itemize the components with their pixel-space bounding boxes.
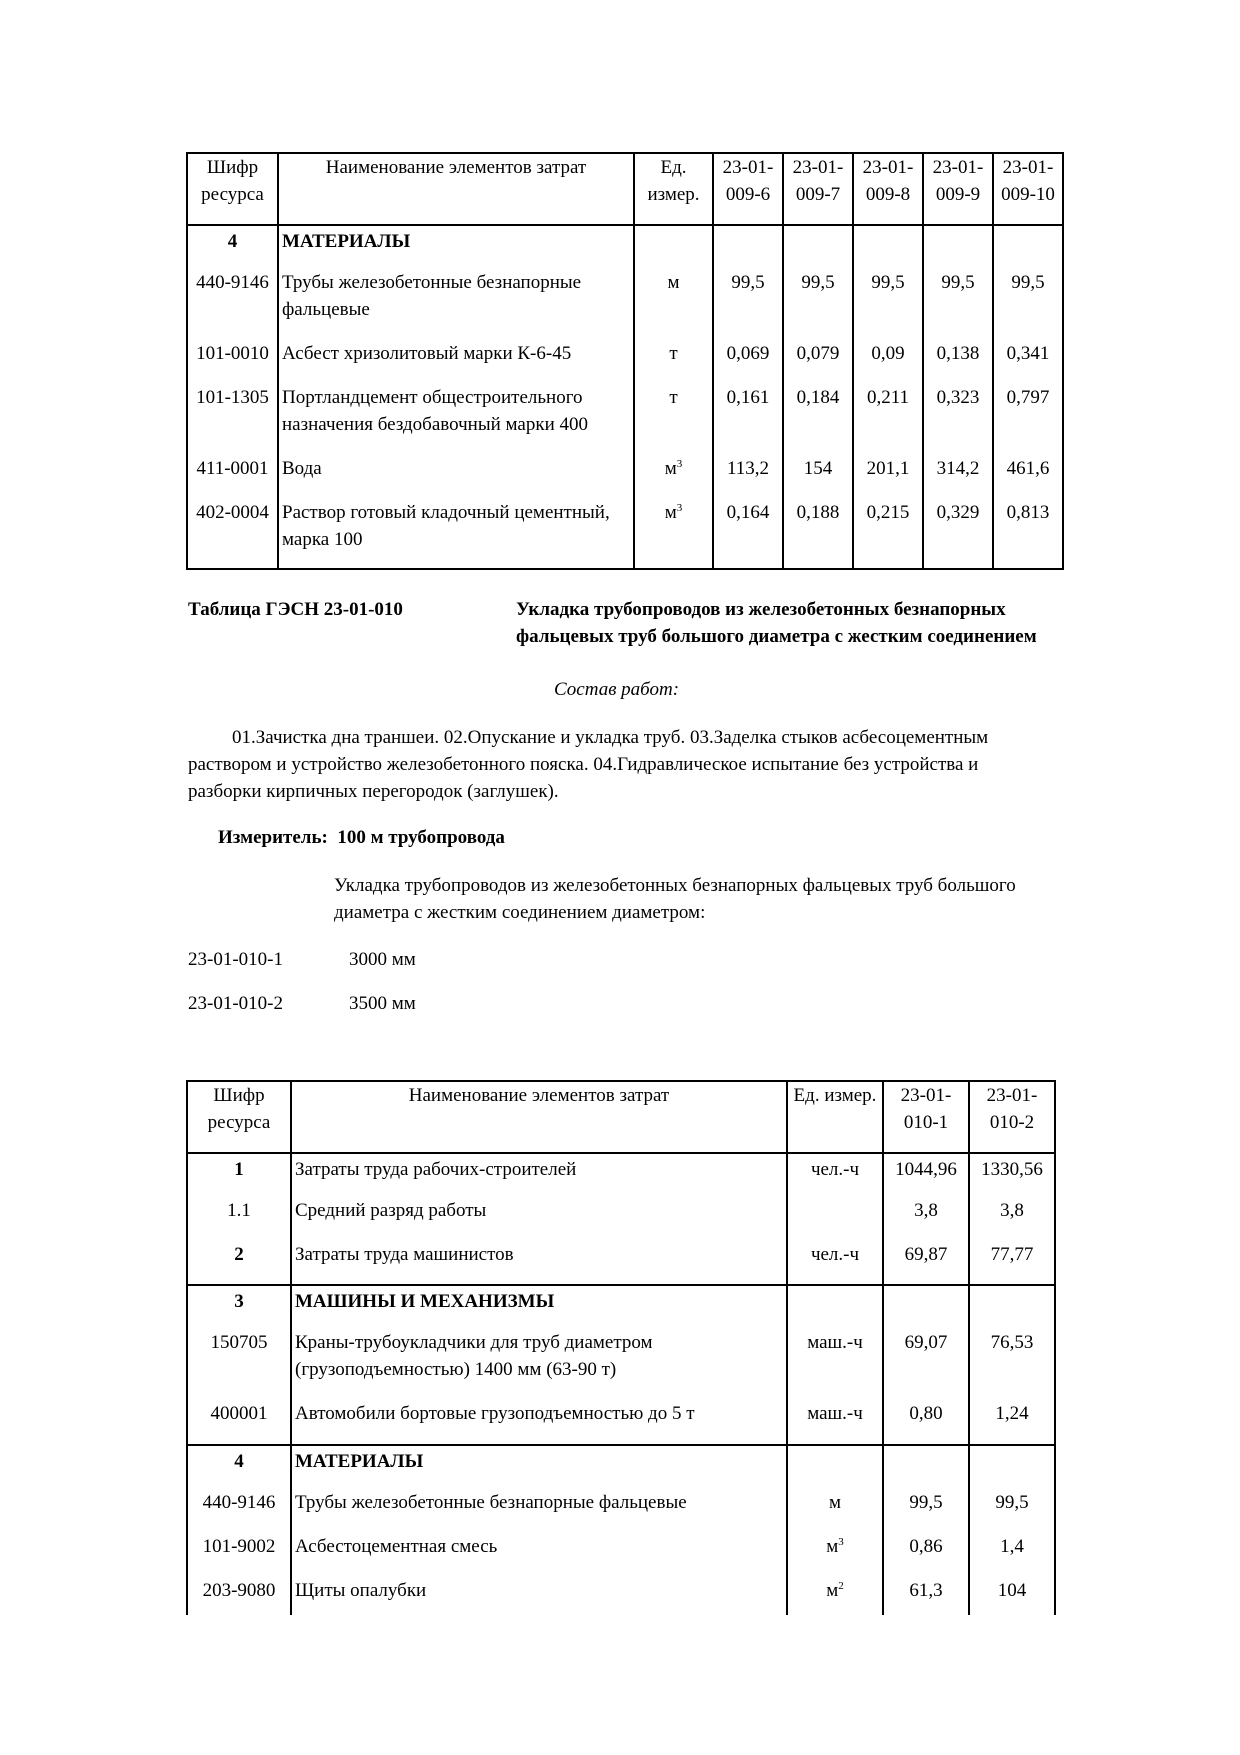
section-code: 3 [187, 1285, 291, 1329]
row-code: 101-0010 [187, 340, 278, 384]
section-code: 4 [187, 225, 278, 269]
row-name: Трубы железобетонные безнапорные фальцевые [291, 1489, 787, 1533]
row-value: 99,5 [923, 269, 993, 340]
variant-value: 3500 мм [349, 993, 416, 1014]
row-value: 1,4 [969, 1533, 1055, 1577]
row-value: 104 [969, 1577, 1055, 1615]
row-value: 113,2 [713, 455, 783, 499]
section-name: МАТЕРИАЛЫ [291, 1445, 787, 1489]
row-name: Раствор готовый кладочный цементный, марка 100 [278, 499, 634, 569]
row-value: 99,5 [853, 269, 923, 340]
header-col: 23-01-009-10 [993, 153, 1063, 225]
row-value: 99,5 [883, 1489, 969, 1533]
row-value: 0,188 [783, 499, 853, 569]
table-row [187, 1197, 1055, 1241]
row-value: 1330,56 [969, 1153, 1055, 1197]
row-name: Вода [278, 455, 634, 499]
table-title: Укладка трубопроводов из железобетонных безнапорных фальцевых труб большого диаметра с жестким соединением [516, 599, 1037, 647]
row-value: 0,80 [883, 1400, 969, 1445]
header-col: 23-01-009-7 [783, 153, 853, 225]
table-header-row [187, 153, 1063, 225]
meter-label: Измеритель: [218, 827, 328, 848]
row-unit: чел.-ч [787, 1153, 883, 1197]
section-row [187, 1445, 1055, 1489]
description: Укладка трубопроводов из железобетонных безнапорных фальцевых труб большого диаметра с жестким соединением диаметром: [334, 875, 1016, 923]
row-code: 400001 [187, 1400, 291, 1445]
row-code: 411-0001 [187, 455, 278, 499]
row-value: 0,164 [713, 499, 783, 569]
row-name: Щиты опалубки [291, 1577, 787, 1615]
table-row [187, 1400, 1055, 1445]
row-value: 69,07 [883, 1329, 969, 1400]
row-value: 69,87 [883, 1241, 969, 1285]
header-name: Наименование элементов затрат [291, 1081, 787, 1153]
row-value: 0,184 [783, 384, 853, 455]
row-name: Асбест хризолитовый марки К-6-45 [278, 340, 634, 384]
row-code: 150705 [187, 1329, 291, 1400]
row-value: 0,215 [853, 499, 923, 569]
row-unit: м [787, 1489, 883, 1533]
header-col: 23-01-010-2 [969, 1081, 1055, 1153]
row-value: 1044,96 [883, 1153, 969, 1197]
row-code: 1 [187, 1153, 291, 1197]
row-value: 461,6 [993, 455, 1063, 499]
header-name: Наименование элементов затрат [278, 153, 634, 225]
row-unit: маш.-ч [787, 1329, 883, 1400]
row-unit: $м^3$ [634, 499, 713, 569]
row-name: Средний разряд работы [291, 1197, 787, 1241]
table-label: Таблица ГЭСН 23-01-010 [188, 599, 403, 620]
row-value: 61,3 [883, 1577, 969, 1615]
row-value: 0,323 [923, 384, 993, 455]
row-value: 99,5 [783, 269, 853, 340]
table-1 [186, 152, 1064, 570]
row-value: 0,797 [993, 384, 1063, 455]
header-col: 23-01-010-1 [883, 1081, 969, 1153]
row-unit: маш.-ч [787, 1400, 883, 1445]
table-row [187, 499, 1063, 569]
table-row [187, 1489, 1055, 1533]
row-unit: т [634, 340, 713, 384]
variant-code: 23-01-010-2 [188, 993, 283, 1014]
row-value: 201,1 [853, 455, 923, 499]
row-name: Трубы железобетонные безнапорные фальцевые [278, 269, 634, 340]
table-row [187, 1153, 1055, 1197]
table-row [187, 1577, 1055, 1615]
row-value: 0,09 [853, 340, 923, 384]
header-col: 23-01-009-6 [713, 153, 783, 225]
header-col: 23-01-009-9 [923, 153, 993, 225]
row-name: Портландцемент общестроительного назначения бездобавочный марки 400 [278, 384, 634, 455]
row-code: 2 [187, 1241, 291, 1285]
row-value: 1,24 [969, 1400, 1055, 1445]
row-name: Асбестоцементная смесь [291, 1533, 787, 1577]
row-value: 99,5 [969, 1489, 1055, 1533]
row-code: 101-1305 [187, 384, 278, 455]
row-value: 0,161 [713, 384, 783, 455]
table-row [187, 1533, 1055, 1577]
row-unit: $м^3$ [787, 1533, 883, 1577]
table-row [187, 455, 1063, 499]
row-code: 440-9146 [187, 269, 278, 340]
section-row [187, 1285, 1055, 1329]
row-value: 0,341 [993, 340, 1063, 384]
table-row [187, 384, 1063, 455]
row-name: Краны-трубоукладчики для труб диаметром (грузоподъемностью) 1400 мм (63-90 т) [291, 1329, 787, 1400]
row-name: Затраты труда машинистов [291, 1241, 787, 1285]
header-unit: Ед. измер. [634, 153, 713, 225]
header-col: 23-01-009-8 [853, 153, 923, 225]
row-value: 154 [783, 455, 853, 499]
header-code: Шифр ресурса [187, 153, 278, 225]
row-code: 402-0004 [187, 499, 278, 569]
row-value: 76,53 [969, 1329, 1055, 1400]
row-value: 99,5 [713, 269, 783, 340]
row-code: 101-9002 [187, 1533, 291, 1577]
row-code: 1.1 [187, 1197, 291, 1241]
row-value: 0,813 [993, 499, 1063, 569]
row-value: 0,86 [883, 1533, 969, 1577]
table-row [187, 1329, 1055, 1400]
row-unit: чел.-ч [787, 1241, 883, 1285]
row-value: 0,138 [923, 340, 993, 384]
table-2 [186, 1080, 1056, 1615]
table-row [187, 340, 1063, 384]
section-name: МАШИНЫ И МЕХАНИЗМЫ [291, 1285, 787, 1329]
composition-label: Состав работ: [554, 679, 680, 700]
row-value: 3,8 [883, 1197, 969, 1241]
row-value: 0,211 [853, 384, 923, 455]
row-code: 440-9146 [187, 1489, 291, 1533]
row-unit: м [634, 269, 713, 340]
row-value: 3,8 [969, 1197, 1055, 1241]
variant-code: 23-01-010-1 [188, 949, 283, 970]
row-unit [787, 1197, 883, 1241]
row-code: 203-9080 [187, 1577, 291, 1615]
table-row [187, 269, 1063, 340]
row-unit: $м^3$ [634, 455, 713, 499]
section-code: 4 [187, 1445, 291, 1489]
row-name: Автомобили бортовые грузоподъемностью до 5 т [291, 1400, 787, 1445]
section-name: МАТЕРИАЛЫ [278, 225, 634, 269]
row-value: 0,079 [783, 340, 853, 384]
row-value: 0,069 [713, 340, 783, 384]
variant-value: 3000 мм [349, 949, 416, 970]
section-row [187, 225, 1063, 269]
table-header-row [187, 1081, 1055, 1153]
row-value: 314,2 [923, 455, 993, 499]
row-value: 0,329 [923, 499, 993, 569]
row-unit: $м^2$ [787, 1577, 883, 1615]
table-row [187, 1241, 1055, 1285]
composition-text: 01.Зачистка дна траншеи. 02.Опускание и укладка труб. 03.Заделка стыков асбесоцементным раствором и устройство железобетонного пояска. 04.Гидравлическое испытание без устройства и разборки кирпичных перегородок (заглушек). [188, 727, 989, 802]
row-value: 99,5 [993, 269, 1063, 340]
header-unit: Ед. измер. [787, 1081, 883, 1153]
meter-value: 100 м трубопровода [337, 827, 505, 848]
header-code: Шифр ресурса [187, 1081, 291, 1153]
row-name: Затраты труда рабочих-строителей [291, 1153, 787, 1197]
row-unit: т [634, 384, 713, 455]
meter-line [218, 824, 818, 851]
row-value: 77,77 [969, 1241, 1055, 1285]
